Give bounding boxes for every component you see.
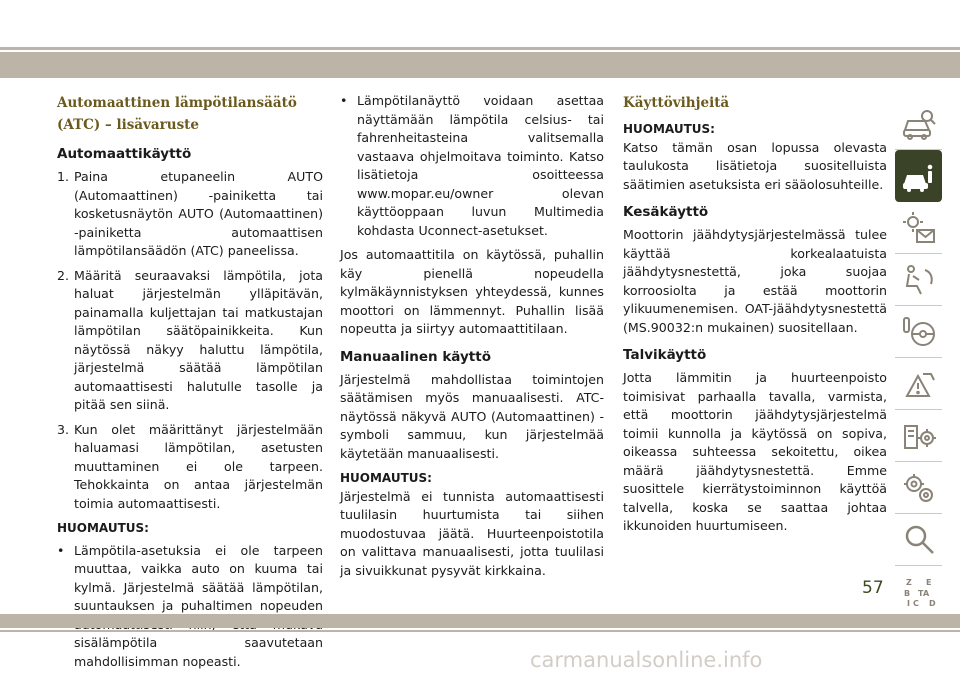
bullet-dot: • — [340, 93, 348, 108]
top-band — [0, 52, 960, 78]
note-text: Järjestelmä ei tunnista automaattisesti tuulilasin huurtumista tai siihen muodostuvaa jäätä. Huurteenpoistotila on valittava manuaalisesti, jotta tuulilasi ja sivuikkunat pysyvät kirkkaina. — [340, 488, 604, 578]
step-text: Paina etupaneelin AUTO (Automaattinen) -painiketta tai kosketusnäytön AUTO (Automaattinen) -painiketta automaattisen lämpötilansäädön (ATC) paneelissa. — [74, 169, 323, 258]
subtitle-summer: Kesäkäyttö — [623, 204, 709, 220]
index-letter: T — [917, 589, 923, 598]
subtitle-automatic: Automaattikäyttö — [57, 146, 192, 162]
step-text: Määritä seuraavaksi lämpötila, jota haluat järjestelmän ylläpitävän, painamalla kuljettajan tai matkustajan lämpötilan säätöpainikkeita. Kun näytössä näkyy haluttu lämpötila, järjestelmä säätää lämpötilan automaattisesti halutulle tasolle ja pitää sen siinä. — [74, 267, 323, 412]
car-info-icon — [901, 158, 937, 194]
tab-servicing[interactable] — [895, 410, 942, 462]
tab-technical[interactable] — [895, 462, 942, 514]
tab-warning-lights[interactable] — [895, 202, 942, 254]
service-tools-icon — [901, 418, 937, 454]
subtitle-winter: Talvikäyttö — [623, 347, 707, 363]
paragraph-winter: Jotta lämmitin ja huurteenpoisto toimisivat parhaalla tavalla, varmista, että moottorin jäähdytysjärjestelmä toimii kunnolla ja käytössä on sopiva, oikeassa suhteessa sekoitettu, oikea määrä jäähdytysnestettä. Emme suosittele kierrätystoiminnon käyttöä talvella, koska se saattaa johtaa ikkunoiden huurtumiseen. — [623, 370, 887, 533]
index-letter: D — [928, 599, 936, 608]
step-number: 2. — [57, 267, 70, 283]
subtitle-manual: Manuaalinen käyttö — [340, 348, 491, 365]
bottom-rule — [0, 630, 960, 632]
warning-lights-icon — [901, 210, 937, 246]
section-title-atc: Automaattinen lämpötilansäätö (ATC) – lisävaruste — [57, 95, 297, 133]
column-1 — [57, 92, 323, 671]
step-number: 3. — [57, 421, 70, 437]
note-heading: HUOMAUTUS: — [57, 521, 149, 535]
index-letter: B — [903, 589, 910, 598]
bullet-text: Lämpötila-asetuksia ei ole tarpeen muuttaa, vaikka auto on kuuma tai kylmä. Järjestelmä säätää lämpötilan, suuntauksen ja puhaltimen nopeuden sisälämpötila saavutetaan mahdollisimman nopeasti. — [74, 542, 323, 669]
note-heading: HUOMAUTUS: — [340, 471, 432, 485]
tab-safety[interactable] — [895, 254, 942, 306]
column-2 — [340, 92, 604, 580]
step-number: 1. — [57, 169, 70, 184]
steps-list — [57, 168, 323, 513]
step-text: Kun olet määrittänyt järjestelmään haluamasi lämpötilan, asetusten muuttaminen ei ole tarpeen. Tehokkainta on antaa järjestelmän toimia automaattisesti. — [74, 421, 323, 511]
bullet-text: Lämpötilanäyttö voidaan asettaa näyttämään lämpötila celsius- tai fahrenheitasteina valitsemalla vastaava ohjelmoitava toiminto. Katso lisätietoja osoitteessa www.mopar.eu/owner olevan käyttöoppaan luvun Multimedia kohdasta Uconnect-asetukset. — [357, 93, 604, 238]
watermark: carmanualsonline.info — [530, 648, 763, 672]
index-letters-icon — [901, 574, 937, 610]
tab-emergency[interactable] — [895, 358, 942, 410]
step-item — [57, 421, 323, 514]
tab-search[interactable] — [895, 514, 942, 566]
tab-starting-operating[interactable] — [895, 306, 942, 358]
paragraph-manual: Järjestelmä mahdollistaa toimintojen säätämisen myös manuaalisesti. ATC-näytössä näkyvä AUTO (Automaattinen) -symboli sammuu, kun järjestelmää käytetään manuaalisesti. — [340, 371, 604, 461]
tab-getting-to-know-vehicle[interactable] — [895, 150, 942, 202]
gears-icon — [901, 470, 937, 506]
steering-key-icon — [901, 314, 937, 350]
car-magnifier-icon — [901, 106, 937, 142]
bullet-item — [57, 542, 323, 672]
bullet-dot: • — [57, 542, 65, 558]
bullet-item — [340, 92, 604, 240]
tab-index[interactable] — [895, 566, 942, 618]
section-title-tips: Käyttövihjeitä — [623, 95, 730, 111]
note-text: Katso tämän osan lopussa olevasta taulukosta lisätietoja suositelluista säätimien asetuksista eri sääolosuhteille. — [623, 139, 887, 192]
search-icon — [901, 522, 937, 558]
note-heading: HUOMAUTUS: — [623, 122, 715, 136]
tab-getting-to-know[interactable] — [895, 98, 942, 150]
step-item — [57, 168, 323, 261]
paragraph-summer: Moottorin jäähdytysjärjestelmässä tulee käyttää korkealaatuista jäähdytysnestettä, joka suojaa korroosiolta ja estää moottorin ylikuumenemisen. OAT-jäähdytysnestettä (MS.90032:n mukainen) suositellaan. — [623, 227, 887, 335]
column-3 — [623, 92, 887, 536]
index-letter: Z — [905, 578, 912, 587]
warning-triangle-car-icon — [901, 366, 937, 402]
index-letter: I — [906, 599, 910, 608]
note-bullets — [57, 542, 323, 672]
top-rule — [0, 47, 960, 50]
index-letter: C — [912, 599, 919, 608]
chapter-tabs — [895, 98, 942, 618]
airbag-seat-icon — [901, 262, 937, 298]
paragraph-cold-start: Jos automaattitila on käytössä, puhallin käy pienellä nopeudella kylmäkäynnistyksen yhteydessä, kunnes moottori on lämmennyt. Puhallin lisää nopeutta ja siirtyy automaattitilaan. — [340, 247, 604, 336]
bottom-band — [0, 614, 960, 628]
index-letter: E — [925, 578, 931, 587]
note-bullets-cont — [340, 92, 604, 240]
index-letter: A — [922, 589, 929, 598]
step-item — [57, 267, 323, 415]
page-number: 57 — [862, 578, 884, 598]
